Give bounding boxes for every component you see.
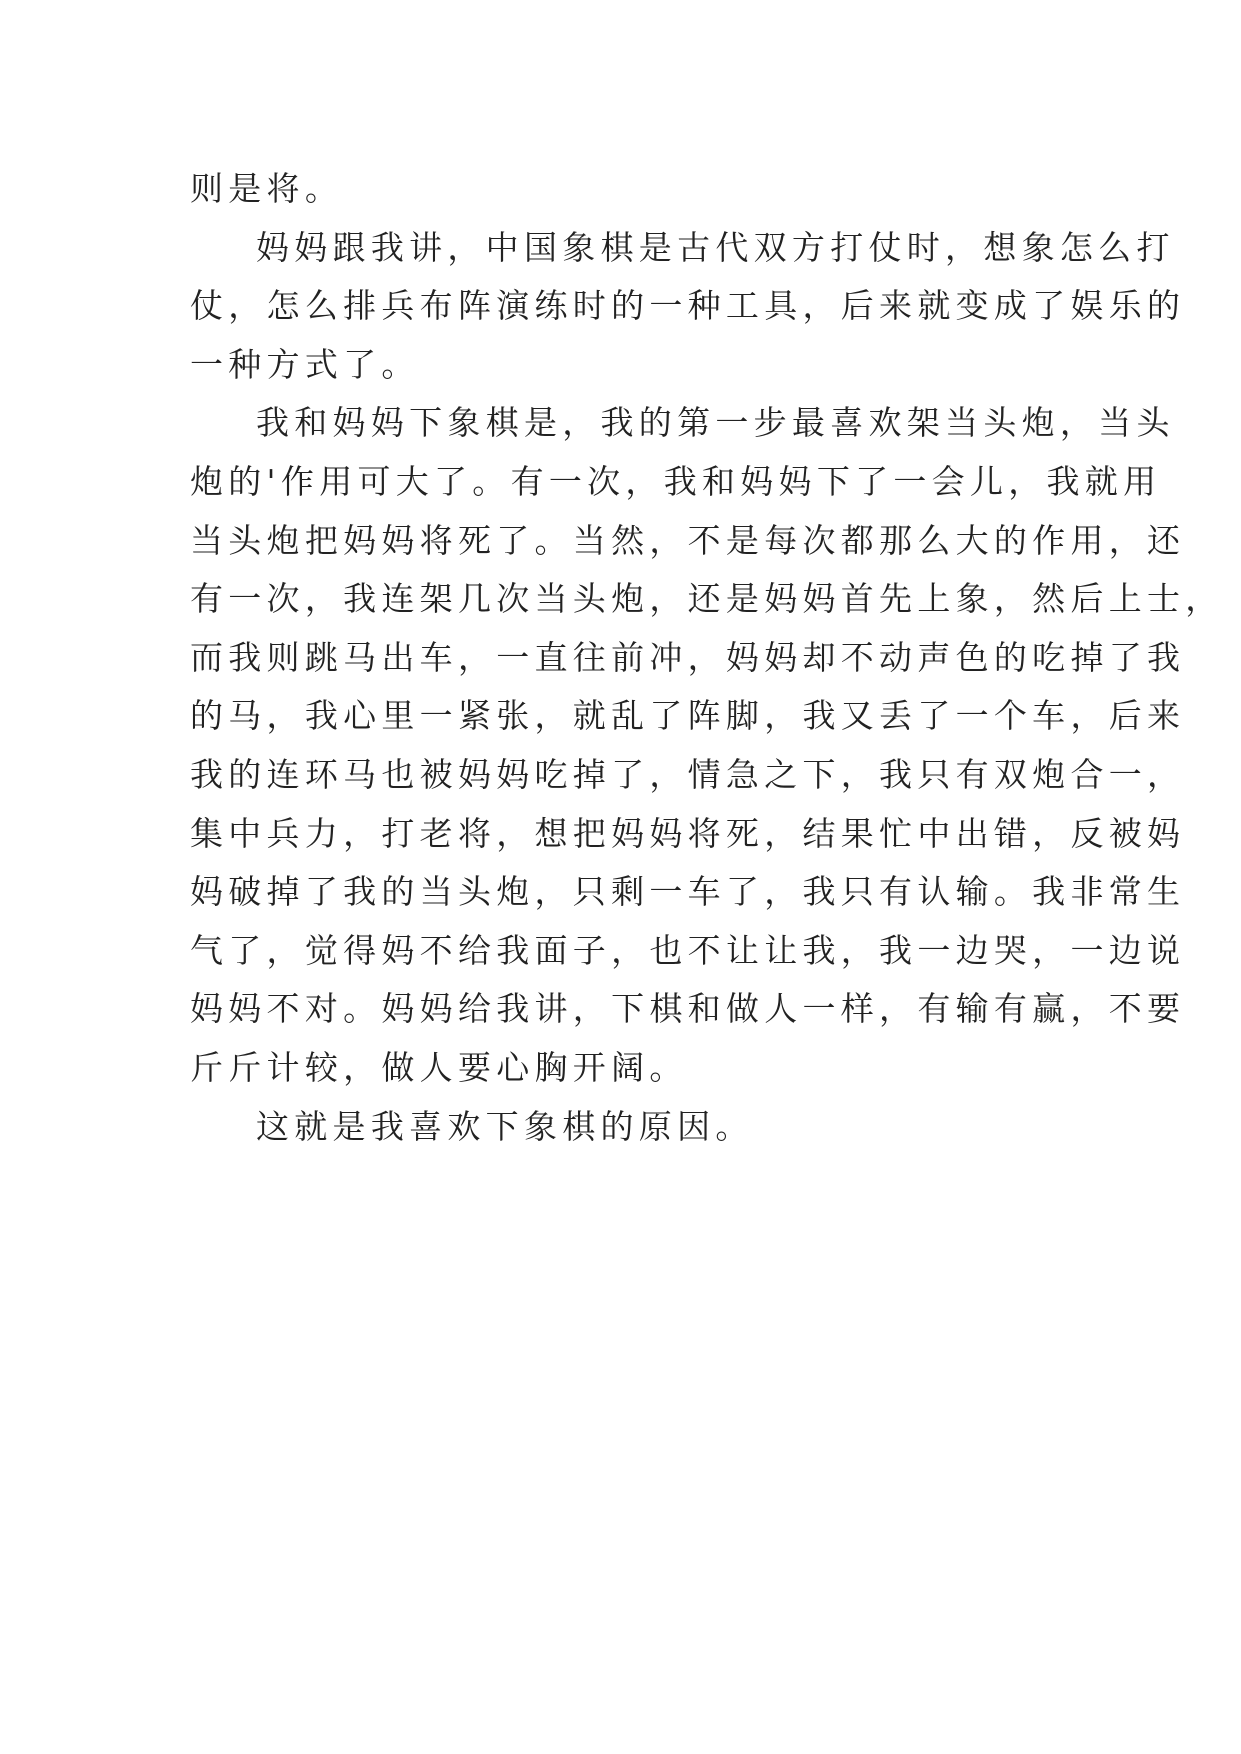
text-line: 而我则跳马出车，一直往前冲，妈妈却不动声色的吃掉了我 [190, 637, 1186, 677]
text-line: 气了，觉得妈不给我面子，也不让让我，我一边哭，一边说 [190, 930, 1186, 970]
text-line: 这就是我喜欢下象棋的原因。 [256, 1106, 754, 1146]
text-line: 则是将。 [190, 169, 344, 208]
document-body [190, 160, 1224, 1156]
text-line: 当头炮把妈妈将死了。当然，不是每次都那么大的作用，还 [190, 520, 1186, 560]
text-line: 仗，怎么排兵布阵演练时的一种工具，后来就变成了娱乐的 [190, 286, 1186, 326]
text-line: 我的连环马也被妈妈吃掉了，情急之下，我只有双炮合一， [190, 754, 1186, 794]
text-line: 的马，我心里一紧张，就乱了阵脚，我又丢了一个车，后来 [190, 696, 1186, 736]
text-line: 妈妈跟我讲，中国象棋是古代双方打仗时，想象怎么打 [256, 227, 1175, 267]
text-line: 妈妈不对。妈妈给我讲，下棋和做人一样，有输有赢，不要 [190, 989, 1186, 1029]
text-line: 有一次，我连架几次当头炮，还是妈妈首先上象，然后上士， [190, 579, 1224, 619]
text-line: 斤斤计较，做人要心胸开阔。 [190, 1047, 688, 1087]
text-line: 集中兵力，打老将，想把妈妈将死，结果忙中出错，反被妈 [190, 813, 1186, 853]
text-line: 炮的'作用可大了。有一次，我和妈妈下了一会儿，我就用 [190, 461, 1162, 501]
text-line: 妈破掉了我的当头炮，只剩一车了，我只有认输。我非常生 [190, 872, 1186, 912]
text-line: 一种方式了。 [190, 344, 420, 384]
text-line: 我和妈妈下象棋是，我的第一步最喜欢架当头炮，当头 [256, 403, 1175, 443]
